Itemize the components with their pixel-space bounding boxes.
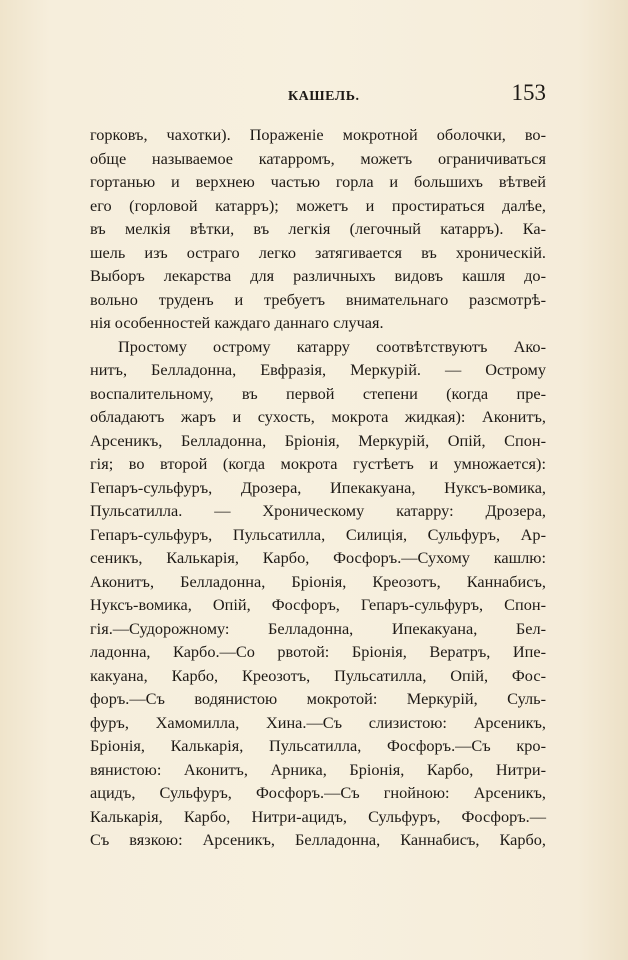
page-header xyxy=(90,80,546,112)
text-line: какуана, Карбо, Креозотъ, Пульсатилла, Опій, Фос- xyxy=(90,665,546,685)
text-line: обще называемое катарромъ, можетъ ограничиваться xyxy=(90,148,546,168)
text-line: ацидъ, Сульфуръ, Фосфоръ.—Съ гнойною: Арсеникъ, xyxy=(90,783,546,802)
text-line: Простому острому катарру соотвѣтствуютъ Ако- xyxy=(118,336,546,356)
text-line: сеникъ, Калькарія, Карбо, Фосфоръ.—Сухому кашлю: xyxy=(90,548,546,567)
text-line: вянистою: Аконитъ, Арника, Бріонія, Карбо, Нитри- xyxy=(90,759,546,779)
text-line: въ мелкія вѣтки, въ легкія (легочный катарръ). Ка- xyxy=(90,219,546,238)
text-line: гортанью и верхнею частью горла и большихъ вѣтвей xyxy=(90,172,546,191)
text-line: Гепаръ-сульфуръ, Пульсатилла, Силиція, Сульфуръ, Ар- xyxy=(90,524,546,544)
text-line: Аконитъ, Белладонна, Бріонія, Креозотъ, Каннабисъ, xyxy=(90,571,546,591)
running-head: КАШЕЛЬ. xyxy=(288,89,360,104)
text-line: Съ вязкою: Арсеникъ, Белладонна, Каннабисъ, Карбо, xyxy=(90,830,546,849)
text-line: Выборъ лекарства для различныхъ видовъ кашля до- xyxy=(90,266,546,285)
text-line: Бріонія, Калькарія, Пульсатилла, Фосфоръ.—Съ кро- xyxy=(90,736,546,755)
text-line: вольно труденъ и требуетъ внимательнаго разсмотрѣ- xyxy=(90,289,546,309)
text-line: нія особенностей каждаго даннаго случая. xyxy=(90,313,384,332)
text-line: ладонна, Карбо.—Со рвотой: Бріонія, Вератръ, Ипе- xyxy=(90,642,546,661)
text-line: Арсеникъ, Белладонна, Бріонія, Меркурій, Опій, Спон- xyxy=(90,430,546,450)
text-line: гія.—Судорожному: Белладонна, Ипекакуана, Бел- xyxy=(90,618,546,638)
text-line: форъ.—Съ водянистою мокротой: Меркурій, Суль- xyxy=(90,689,546,708)
text-line: горковъ, чахотки). Пораженіе мокротной оболочки, во- xyxy=(90,125,546,144)
text-line: его (горловой катарръ); можетъ и простираться далѣе, xyxy=(90,195,546,215)
body-text xyxy=(90,123,546,852)
text-line: нитъ, Белладонна, Евфразія, Меркурій. — Острому xyxy=(90,360,546,379)
page-number: 153 xyxy=(511,80,546,105)
text-line: Калькарія, Карбо, Нитри-ацидъ, Сульфуръ, Фосфоръ.— xyxy=(90,806,546,826)
text-line: фуръ, Хамомилла, Хина.—Съ слизистою: Арсеникъ, xyxy=(90,712,546,732)
text-line: обладаютъ жаръ и сухость, мокрота жидкая): Аконитъ, xyxy=(90,407,546,426)
text-line: Гепаръ-сульфуръ, Дрозера, Ипекакуана, Нуксъ-вомика, xyxy=(90,477,546,497)
text-line: Нуксъ-вомика, Опій, Фосфоръ, Гепаръ-сульфуръ, Спон- xyxy=(90,595,546,614)
text-line: шель изъ остраго легко затягивается въ хроническій. xyxy=(90,242,546,262)
text-line: гія; во второй (когда мокрота густѣетъ и умножается): xyxy=(90,454,546,473)
text-line: воспалительному, въ первой степени (когда пре- xyxy=(90,383,546,403)
text-line: Пульсатилла. — Хроническому катарру: Дрозера, xyxy=(90,501,546,520)
